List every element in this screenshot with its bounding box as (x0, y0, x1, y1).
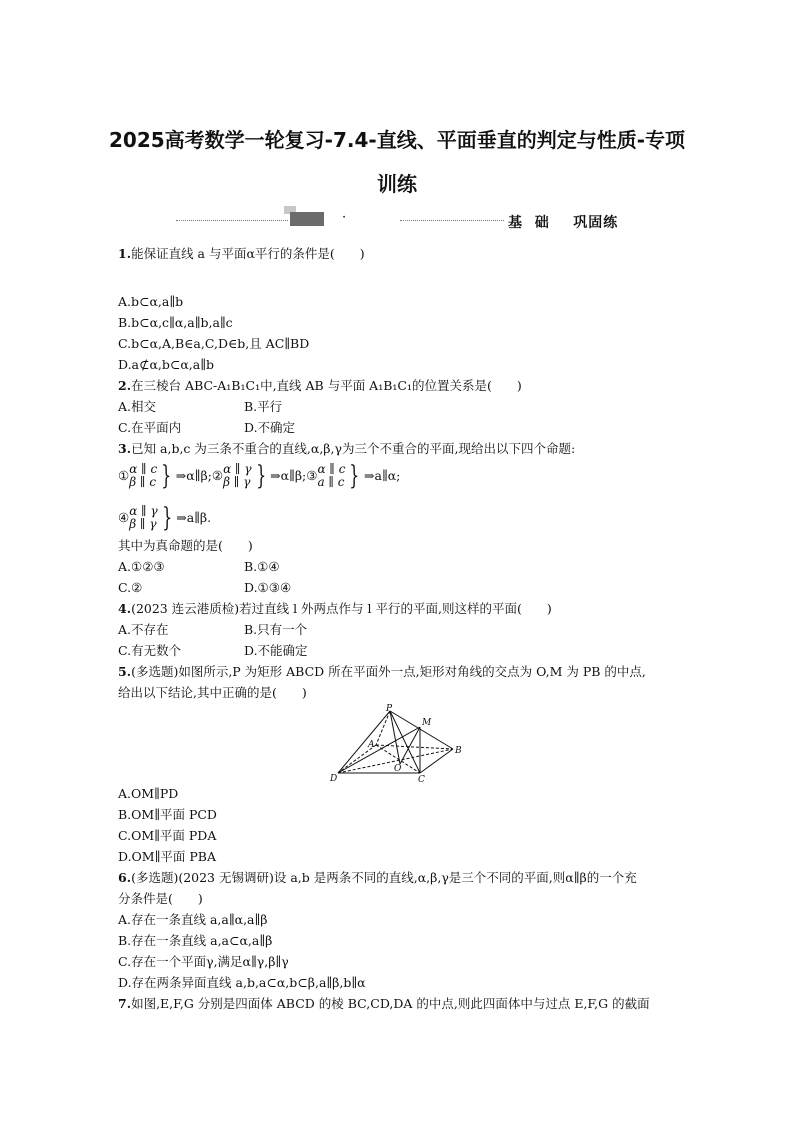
question-text: 已知 a,b,c 为三条不重合的直线,α,β,γ为三个不重合的平面,现给出以下四个命题: (131, 441, 576, 456)
question-6-option-c: C.存在一个平面γ,满足α∥γ,β∥γ (118, 954, 289, 969)
document-title (100, 118, 694, 206)
title-line-1: 2025高考数学一轮复习-7.4-直线、平面垂直的判定与性质-专项 (109, 128, 685, 152)
question-number: 7. (118, 996, 132, 1011)
condition-top: α ∥ γ (129, 504, 158, 518)
question-1-option-c: C.b⊂α,A,B∈a,C,D∈b,且 AC∥BD (118, 336, 310, 351)
section-label: 基 础 巩固练 (508, 215, 619, 231)
label-d: D (330, 774, 338, 783)
question-3-options-row-1 (118, 556, 678, 577)
proposition-2 (212, 461, 306, 491)
question-4-options-row-1 (118, 619, 678, 640)
section-header (176, 210, 626, 236)
question-2-options-row-1 (118, 396, 678, 417)
question-1-option-b: B.b⊂α,c∥α,a∥b,a∥c (118, 315, 233, 330)
condition-bottom: a ∥ c (317, 475, 345, 489)
question-6-option-b: B.存在一条直线 a,a⊂α,a∥β (118, 933, 273, 948)
question-text: 能保证直线 a 与平面α平行的条件是( ) (131, 246, 365, 261)
label-a: A (368, 740, 375, 750)
question-4-options-row-2 (118, 640, 678, 661)
question-3-options-row-2 (118, 577, 678, 598)
question-number: 4. (118, 601, 132, 616)
question-text: 如图,E,F,G 分别是四面体 ABCD 的棱 BC,CD,DA 的中点,则此四面体中与过点 E,F,G 的截面 (131, 996, 650, 1011)
proposition-result: ⇒a∥β. (176, 510, 212, 525)
question-6-stem-line-2: 分条件是( ) (118, 891, 203, 906)
proposition-result: ⇒α∥β; (175, 468, 212, 483)
proposition-label: ④ (118, 510, 130, 525)
pyramid-diagram (328, 703, 468, 783)
question-number: 3. (118, 441, 132, 456)
question-text: (多选题)(2023 无锡调研)设 a,b 是两条不同的直线,α,β,γ是三个不同的平面,则α∥β的一个充 (131, 870, 637, 885)
brace-icon: } (161, 461, 172, 491)
question-5-option-b: B.OM∥平面 PCD (118, 807, 217, 822)
question-text: (多选题)如图所示,P 为矩形 ABCD 所在平面外一点,矩形对角线的交点为 O,M 为 PB 的中点, (131, 664, 646, 679)
question-2-option-b: B.平行 (244, 399, 283, 414)
proposition-label: ① (118, 468, 130, 483)
question-6-stem-line-1 (118, 867, 678, 888)
proposition-1 (118, 461, 212, 491)
section-divider-left (176, 220, 288, 221)
label-c: C (418, 775, 425, 783)
question-text: 在三棱台 ABC-A₁B₁C₁中,直线 AB 与平面 A₁B₁C₁的位置关系是( ) (131, 378, 522, 393)
condition-top: α ∥ c (129, 462, 158, 476)
question-2-option-a: A.相交 (118, 399, 157, 414)
question-number: 5. (118, 664, 132, 679)
brace-icon: } (255, 461, 266, 491)
question-list (118, 243, 678, 1014)
proposition-label: ③ (306, 468, 318, 483)
proposition-label: ② (211, 468, 224, 483)
edge-pa (376, 711, 390, 745)
label-m: M (422, 718, 432, 728)
question-5-option-c: C.OM∥平面 PDA (118, 828, 217, 843)
question-4-stem (118, 598, 678, 619)
question-2-stem (118, 375, 678, 396)
label-p: P (386, 704, 393, 714)
condition-top: α ∥ γ (223, 462, 252, 476)
proposition-conditions (129, 463, 157, 489)
proposition-conditions (223, 463, 251, 489)
question-4-option-d: D.不能确定 (244, 643, 308, 658)
brace-icon: } (349, 461, 360, 491)
proposition-result: ⇒a∥α; (364, 468, 401, 483)
question-4-option-a: A.不存在 (118, 622, 169, 637)
pyramid-figure (118, 703, 678, 783)
section-divider-right (400, 220, 504, 221)
question-1-option-d: D.a⊄α,b⊂α,a∥b (118, 357, 215, 372)
question-3-stem (118, 438, 678, 459)
question-5-stem-line-1 (118, 661, 678, 682)
question-2-option-d: D.不确定 (244, 420, 296, 435)
proposition-conditions (129, 505, 157, 531)
label-b: B (455, 746, 462, 756)
label-o: O (394, 764, 402, 774)
segment-po (390, 711, 400, 764)
edge-ab (376, 745, 453, 749)
proposition-conditions (317, 463, 345, 489)
question-2-option-c: C.在平面内 (118, 420, 182, 435)
condition-bottom: β ∥ γ (223, 475, 251, 489)
question-3-option-b: B.①④ (244, 559, 280, 574)
question-6-option-d: D.存在两条异面直线 a,b,a⊂α,b⊂β,a∥β,b∥α (118, 975, 366, 990)
proposition-result: ⇒α∥β; (270, 468, 307, 483)
question-5-option-a: A.OM∥PD (118, 786, 179, 801)
proposition-4 (118, 503, 211, 533)
question-3-propositions-1-3 (118, 459, 678, 493)
question-1-option-a: A.b⊂α,a∥b (118, 294, 184, 309)
question-4-option-c: C.有无数个 (118, 643, 182, 658)
question-number: 6. (118, 870, 132, 885)
title-line-2: 训练 (377, 172, 417, 196)
question-5-option-d: D.OM∥平面 PBA (118, 849, 216, 864)
question-3-option-d: D.①③④ (244, 580, 292, 595)
brace-icon: } (161, 503, 172, 533)
question-text: (2023 连云港质检)若过直线 l 外两点作与 l 平行的平面,则这样的平面( ) (131, 601, 552, 616)
question-3-option-a: A.①②③ (118, 559, 165, 574)
question-4-option-b: B.只有一个 (244, 622, 308, 637)
question-5-stem-line-2: 给出以下结论,其中正确的是( ) (118, 685, 307, 700)
question-7-stem (118, 993, 678, 1014)
question-6-option-a: A.存在一条直线 a,a∥α,a∥β (118, 912, 268, 927)
condition-bottom: β ∥ γ (129, 517, 157, 531)
question-number: 2. (118, 378, 132, 393)
question-3-proposition-4-line (118, 501, 678, 535)
question-3-ask: 其中为真命题的是( ) (118, 538, 253, 553)
condition-bottom: β ∥ c (129, 475, 157, 489)
condition-top: α ∥ c (317, 462, 346, 476)
question-2-options-row-2 (118, 417, 678, 438)
section-decoration-block (290, 212, 324, 226)
question-3-option-c: C.② (118, 580, 143, 595)
question-number: 1. (118, 246, 132, 261)
question-1-stem (118, 243, 678, 264)
section-dot: · (342, 210, 347, 225)
proposition-3 (306, 461, 400, 491)
